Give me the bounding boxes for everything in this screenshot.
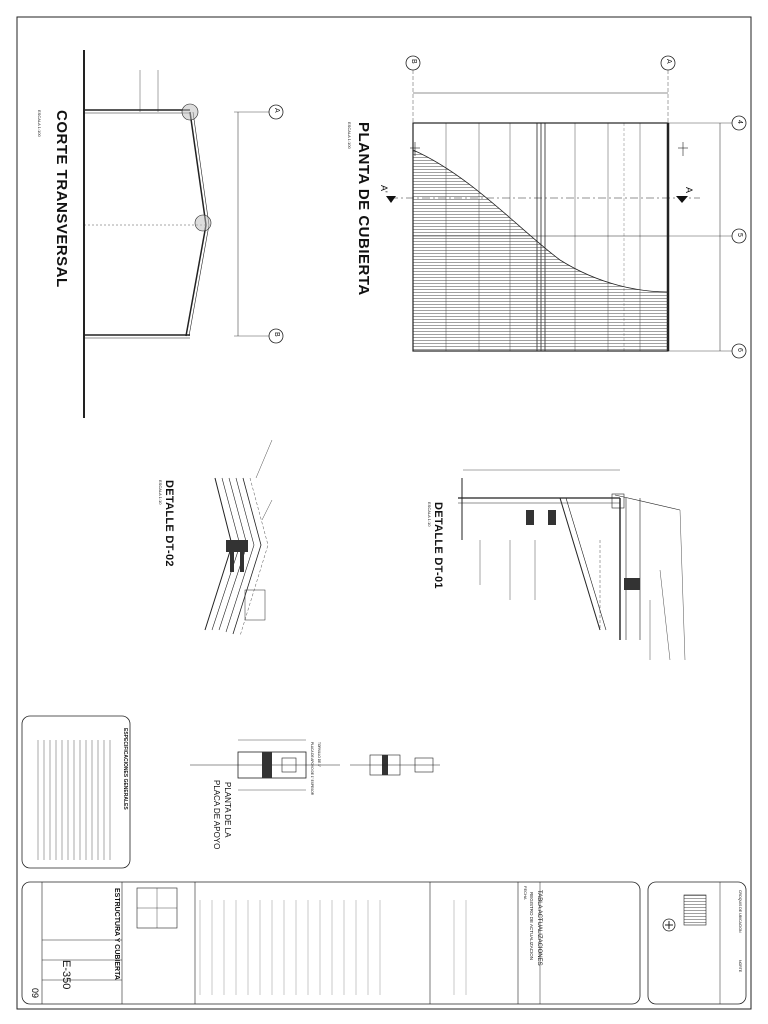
axis-label-plan-5: 5 bbox=[736, 233, 743, 237]
axis-label-plan-4: 4 bbox=[736, 120, 743, 124]
axis-label-plan-b: B bbox=[410, 59, 417, 64]
axis-label-plan-a: A bbox=[665, 59, 672, 64]
roof-plan-scale: ESCALA 1:100 bbox=[347, 122, 352, 149]
detail-dt01-scale: ESCALA 1:10 bbox=[427, 502, 432, 527]
axis-label-plan-6: 6 bbox=[736, 348, 743, 352]
sheet-code: E-350 bbox=[60, 960, 72, 990]
detail-dt02-scale: ESCALA 1:10 bbox=[158, 480, 163, 505]
revisions-header: TABLA ACTUALIZACIONES bbox=[536, 890, 542, 966]
revisions-subheader: REGISTRO DE ACTUALIZACION bbox=[529, 892, 534, 961]
north-label: NORTE bbox=[738, 960, 742, 973]
base-plate-note-plate: PLACA DE APOYO DE 1" ESPESOR bbox=[310, 742, 314, 796]
detail-dt02-title: DETALLE DT-02 bbox=[163, 480, 175, 567]
base-plate-note-bolt: TORNILLO DE 1" bbox=[317, 742, 321, 767]
notes-lines bbox=[38, 740, 110, 860]
detail-dt01-title: DETALLE DT-01 bbox=[432, 502, 444, 589]
sheet-border bbox=[17, 17, 751, 1009]
detail-dt02-drawing bbox=[205, 440, 272, 636]
cross-section-scale: ESCALA 1:100 bbox=[37, 110, 42, 137]
axis-label-section-b: B bbox=[273, 332, 280, 337]
detail-dt01-drawing bbox=[458, 470, 685, 660]
roof-plan-drawing bbox=[386, 70, 735, 351]
base-plate-title-line2: PLACA DE APOYO bbox=[212, 780, 221, 850]
location-label: CROQUIS DE UBICACION bbox=[738, 890, 742, 933]
base-plate-title-line1: PLANTA DE LA bbox=[223, 782, 232, 838]
cross-section-title: CORTE TRANSVERSAL bbox=[53, 110, 70, 288]
title-block-frame bbox=[22, 882, 746, 1004]
revisions-date-column: FECHA bbox=[523, 886, 528, 900]
roof-plan-cut-label-left: A' bbox=[379, 185, 389, 193]
sheet-number: 09 bbox=[30, 988, 40, 999]
notes-header: ESPECIFICACIONES GENERALES bbox=[122, 728, 128, 810]
roof-plan-cut-label-right: A bbox=[684, 187, 694, 194]
title-block-text-lines bbox=[200, 900, 466, 995]
drawing-title: ESTRUCTURA Y CUBIERTA bbox=[113, 888, 120, 980]
axis-label-section-a: A bbox=[273, 108, 280, 113]
roof-plan-title: PLANTA DE CUBIERTA bbox=[355, 122, 372, 296]
cross-section-drawing bbox=[84, 50, 270, 418]
